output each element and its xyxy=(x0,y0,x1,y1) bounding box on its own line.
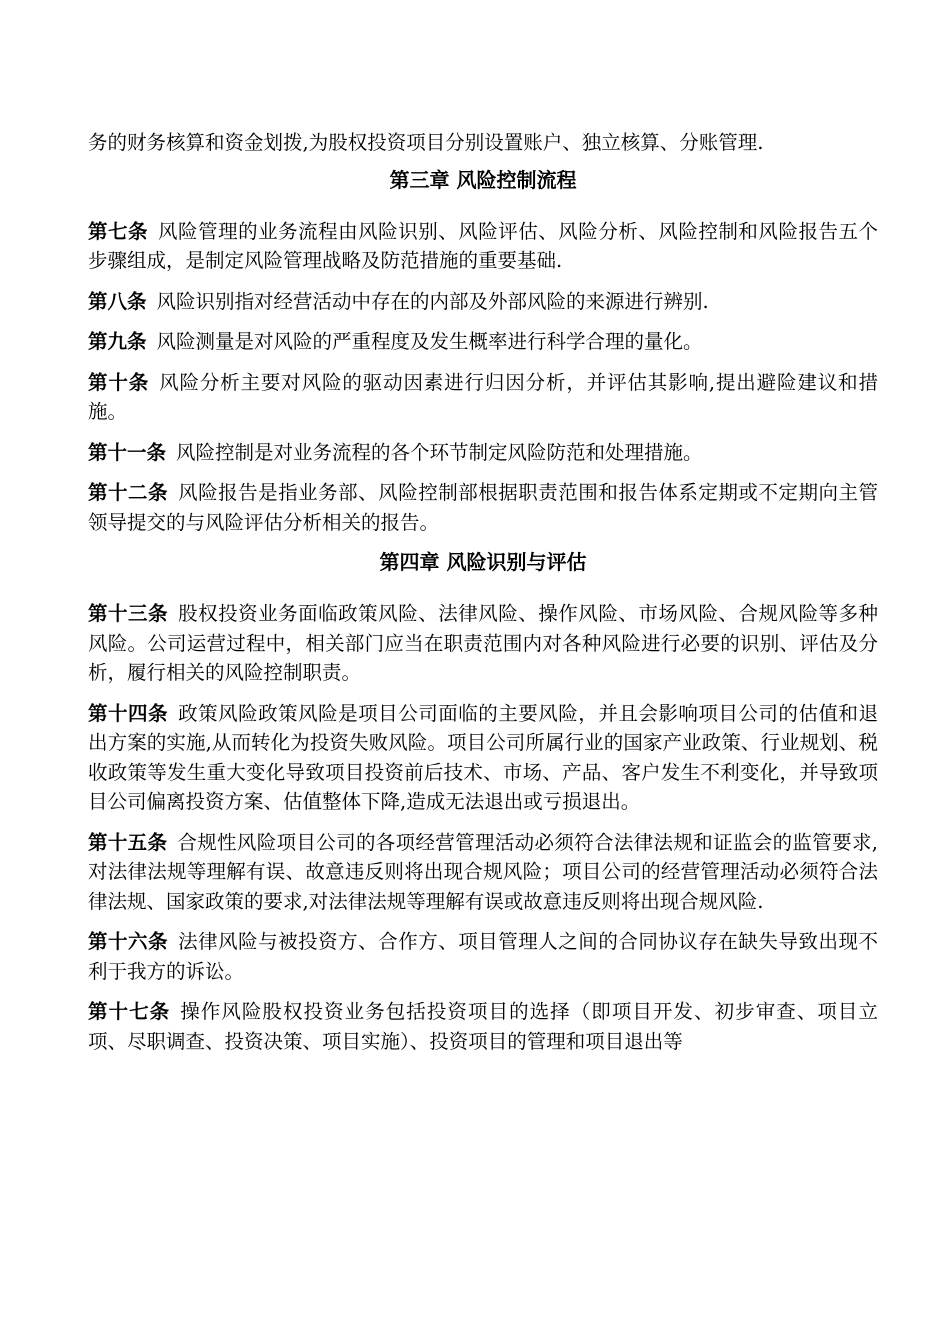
article-10 xyxy=(88,368,878,427)
article-number: 第九条 xyxy=(88,330,147,353)
article-12 xyxy=(88,478,878,537)
article-number: 第八条 xyxy=(88,289,147,313)
article-15 xyxy=(88,828,878,917)
article-number: 第十五条 xyxy=(88,830,168,854)
article-text: 风险控制是对业务流程的各个环节制定风险防范和处理措施。 xyxy=(176,440,703,464)
article-number: 第十六条 xyxy=(88,930,169,953)
article-13 xyxy=(88,599,878,688)
article-14 xyxy=(88,699,878,817)
article-number: 第十二条 xyxy=(88,481,169,504)
article-number: 第十条 xyxy=(88,370,150,394)
article-text: 风险管理的业务流程由风险识别、风险评估、风险分析、风险控制和风险报告五个步骤组成，是制定风险管理战略及防范措施的重要基础. xyxy=(88,219,878,272)
article-text: 股权投资业务面临政策风险、法律风险、操作风险、市场风险、合规风险等多种风险。公司运营过程中，相关部门应当在职责范围内对各种风险进行必要的识别、评估及分析，履行相关的风险控制职责。 xyxy=(88,602,878,684)
chapter-3-title: 第三章 风险控制流程 xyxy=(389,167,577,192)
article-text: 风险测量是对风险的严重程度及发生概率进行科学合理的量化。 xyxy=(156,330,703,353)
article-text: 法律风险与被投资方、合作方、项目管理人之间的合同协议存在缺失导致出现不利于我方的诉讼。 xyxy=(88,930,878,983)
article-text: 合规性风险项目公司的各项经营管理活动必须符合法律法规和证监会的监管要求,对法律法规等理解有误、故意违反则将出现合规风险；项目公司的经营管理活动必须符合法律法规、国家政策的要求,对法律法规等理解有误或故意违反则将出现合规风险. xyxy=(88,830,878,913)
article-number: 第七条 xyxy=(88,219,149,243)
article-text: 风险识别指对经营活动中存在的内部及外部风险的来源进行辨别. xyxy=(156,289,709,313)
article-text: 操作风险股权投资业务包括投资项目的选择（即项目开发、初步审查、项目立项、尽职调查、投资决策、项目实施）、投资项目的管理和项目退出等 xyxy=(88,1000,878,1053)
lead-paragraph: 务的财务核算和资金划拨,为股权投资项目分别设置账户、独立核算、分账管理. xyxy=(88,131,764,154)
document-page xyxy=(88,128,878,1067)
chapter-4-title: 第四章 风险识别与评估 xyxy=(379,550,587,574)
article-text: 风险报告是指业务部、风险控制部根据职责范围和报告体系定期或不定期向主管领导提交的与风险评估分析相关的报告。 xyxy=(88,481,878,534)
article-text: 风险分析主要对风险的驱动因素进行归因分析，并评估其影响,提出避险建议和措施。 xyxy=(88,370,878,423)
article-8 xyxy=(88,287,878,317)
article-16 xyxy=(88,927,878,986)
article-number: 第十一条 xyxy=(88,440,167,464)
article-17 xyxy=(88,997,878,1056)
article-number: 第十三条 xyxy=(88,602,169,625)
article-text: 政策风险政策风险是项目公司面临的主要风险，并且会影响项目公司的估值和退出方案的实施,从而转化为投资失败风险。项目公司所属行业的国家产业政策、行业规划、税收政策等发生重大变化导致项目投资前后技术、市场、产品、客户发生不利变化，并导致项目公司偏离投资方案、估值整体下降,造成无法退出或亏损退出。 xyxy=(88,701,878,813)
article-number: 第十七条 xyxy=(88,1000,171,1023)
article-11 xyxy=(88,438,878,468)
article-number: 第十四条 xyxy=(88,701,169,725)
article-9 xyxy=(88,327,878,357)
article-7 xyxy=(88,217,878,276)
